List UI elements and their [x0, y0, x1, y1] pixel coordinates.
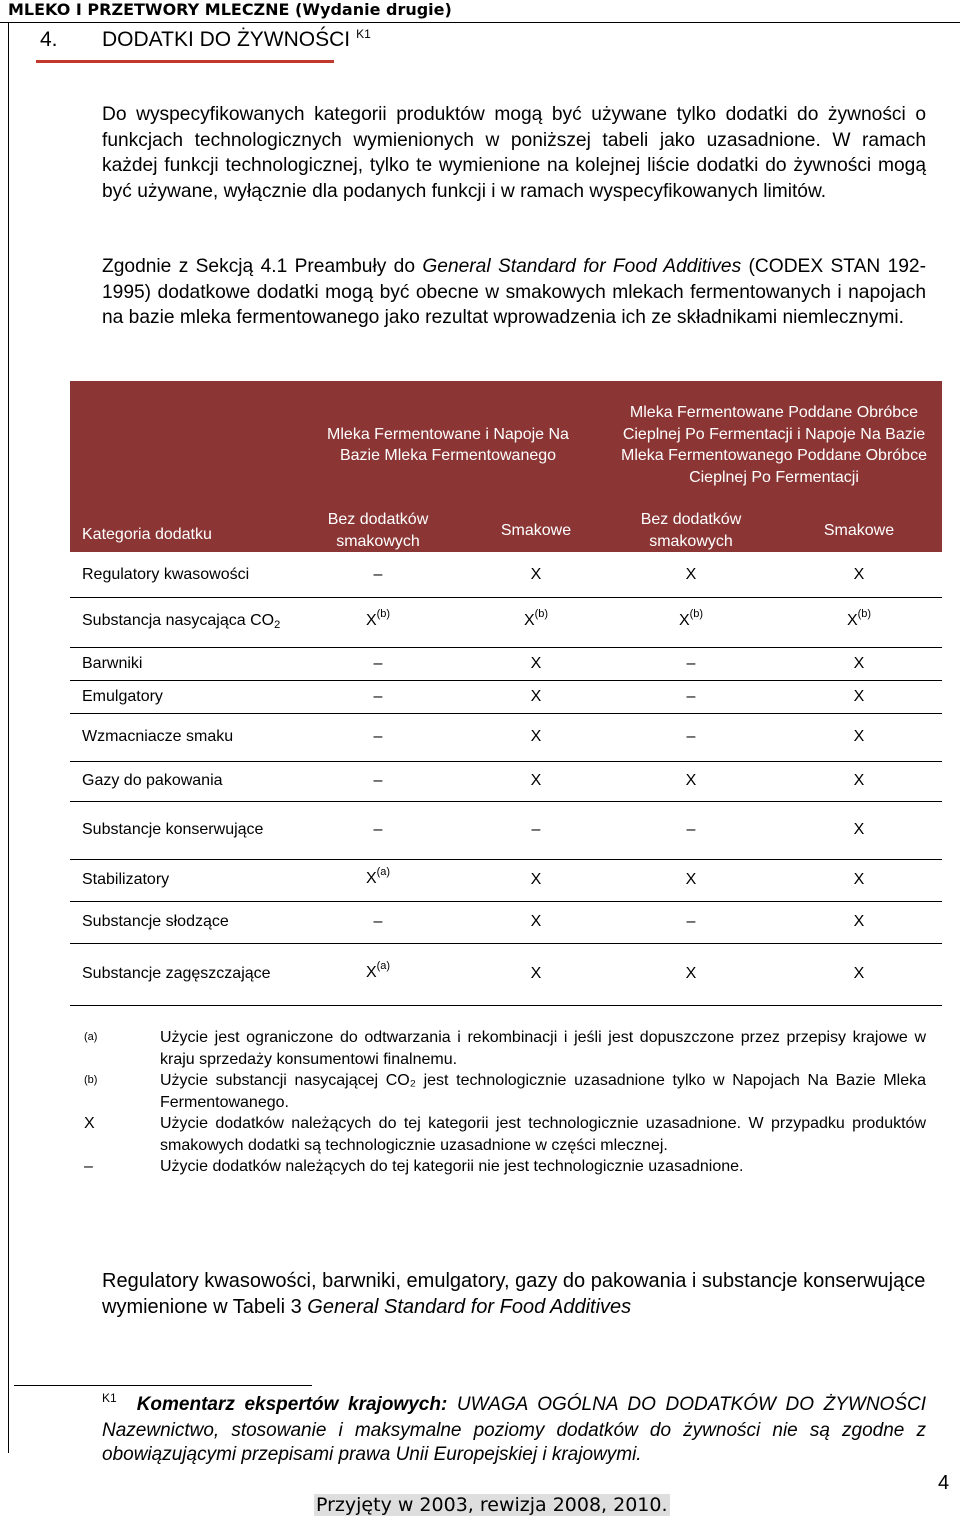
- cell-value: X: [365, 964, 377, 982]
- cell: X: [776, 680, 942, 713]
- cell: X: [466, 647, 606, 680]
- cell: X: [466, 901, 606, 943]
- cell-value: X: [365, 870, 377, 888]
- additives-table: [70, 381, 942, 1006]
- table-row: [70, 552, 942, 597]
- cell: [466, 597, 606, 647]
- cell: –: [290, 761, 466, 801]
- closing-standard-title: General Standard for Food Additives: [307, 1296, 632, 1318]
- cell: –: [606, 680, 776, 713]
- cell: [606, 597, 776, 647]
- table-row: [70, 680, 942, 713]
- cell: X: [606, 859, 776, 901]
- note-text: Użycie dodatków należących do tej kategorii nie jest technologicznie uzasadnione.: [160, 1158, 744, 1175]
- cell-value: X: [678, 612, 690, 630]
- table-group-header: [70, 381, 942, 509]
- table-row: [70, 943, 942, 1005]
- cell: –: [290, 713, 466, 761]
- row-category-text: Substancja nasycająca CO: [82, 612, 275, 630]
- note-mark: X: [84, 1115, 95, 1132]
- cell-note: (b): [689, 608, 704, 621]
- footnote-ref: K1: [102, 1391, 117, 1405]
- cell: [290, 943, 466, 1005]
- section-heading: [40, 28, 371, 52]
- cell: [776, 597, 942, 647]
- page-number: 4: [938, 1472, 950, 1494]
- preamble-standard-title: General Standard for Food Additives: [422, 256, 742, 277]
- table-row: [70, 901, 942, 943]
- cell: X: [776, 943, 942, 1005]
- row-category: [70, 597, 290, 647]
- table-row: [70, 713, 942, 761]
- cell: X: [466, 713, 606, 761]
- cell: X: [776, 713, 942, 761]
- section-number: 4.: [40, 28, 58, 51]
- subheader-cell: Smakowe: [466, 509, 606, 552]
- cell-note: (a): [376, 960, 391, 973]
- category-header: Kategoria dodatku: [70, 381, 290, 552]
- row-category: Wzmacniacze smaku: [70, 713, 290, 761]
- cell: X: [466, 761, 606, 801]
- footnote: [102, 1393, 926, 1468]
- footnote-label: Komentarz ekspertów krajowych:: [136, 1394, 448, 1415]
- closing-paragraph: [102, 1268, 926, 1320]
- cell-value: X: [523, 612, 535, 630]
- cell: –: [606, 801, 776, 859]
- cell: X: [776, 552, 942, 597]
- row-category: Gazy do pakowania: [70, 761, 290, 801]
- note-dash: [84, 1156, 926, 1178]
- group2-header: Mleka Fermentowane Poddane Obróbce Cieplnej Po Fermentacji i Napoje Na Bazie Mleka Fermentowanego Poddane Obróbce Cieplnej Po Fermentacji: [606, 381, 942, 509]
- cell: X: [466, 680, 606, 713]
- note-b: [84, 1070, 926, 1113]
- note-mark: –: [84, 1158, 93, 1175]
- table-row: [70, 761, 942, 801]
- cell: [290, 597, 466, 647]
- co2-subscript: 2: [274, 619, 281, 632]
- page-footer: Przyjęty w 2003, rewizja 2008, 2010.: [316, 1494, 668, 1516]
- cell: –: [466, 801, 606, 859]
- cell-value: X: [365, 612, 377, 630]
- cell: X: [776, 761, 942, 801]
- cell: [290, 859, 466, 901]
- note-mark: (b): [84, 1074, 98, 1086]
- cell: –: [606, 647, 776, 680]
- footnote-rule: [14, 1385, 312, 1386]
- row-category: Substancje słodzące: [70, 901, 290, 943]
- cell: –: [606, 713, 776, 761]
- group1-header: Mleka Fermentowane i Napoje Na Bazie Mleka Fermentowanego: [290, 381, 606, 509]
- cell: –: [290, 680, 466, 713]
- row-category: Substancje zagęszczające: [70, 943, 290, 1005]
- left-margin-rule: [8, 23, 9, 1453]
- section-title: DODATKI DO ŻYWNOŚCI: [102, 28, 351, 51]
- preamble-text-1: Zgodnie z Sekcją 4.1 Preambuły do: [102, 256, 423, 277]
- row-category: Barwniki: [70, 647, 290, 680]
- cell: –: [290, 901, 466, 943]
- cell: –: [606, 901, 776, 943]
- cell: –: [290, 552, 466, 597]
- cell: X: [606, 552, 776, 597]
- closing-text: Regulatory kwasowości, barwniki, emulgatory, gazy do pakowania i substancje konserwujące wymienione w Tabeli 3: [102, 1270, 926, 1318]
- subheader-cell: Smakowe: [776, 509, 942, 552]
- cell: –: [290, 801, 466, 859]
- note-x: [84, 1113, 926, 1156]
- preamble-text-2: (CODEX STAN 192-1995) dodatkowe dodatki mogą być obecne w smakowych mlekach fermentowanych i napojach na bazie mleka fermentowanego jako rezultat wprowadzenia ich ze składnikami niemlecznymi.: [102, 256, 926, 329]
- note-text: Użycie dodatków należących do tej kategorii jest technologicznie uzasadnione. W przypadku produktów smakowych dodatki są technologicznie uzasadnione w części mlecznej.: [160, 1115, 926, 1154]
- cell: X: [606, 943, 776, 1005]
- row-category: Stabilizatory: [70, 859, 290, 901]
- cell: X: [776, 647, 942, 680]
- table-row: [70, 801, 942, 859]
- table-row: [70, 859, 942, 901]
- intro-paragraph: Do wyspecyfikowanych kategorii produktów mogą być używane tylko dodatki do żywności o funkcjach technologicznych wymienionych w poniższej tabeli jako uzasadnione. W ramach każdej funkcji technologicznej, tylko te wymienione na kolejnej liście dodatki do żywności mogą być używane, wyłącznie dla podanych funkcji i w ramach wyspecyfikowanych limitów.: [102, 104, 926, 203]
- cell: X: [776, 901, 942, 943]
- note-text: Użycie jest ograniczone do odtwarzania i rekombinacji i jeśli jest dopuszczone przez przepisy krajowe w kraju sprzedaży konsumentowi finalnemu.: [160, 1029, 926, 1068]
- cell: X: [776, 801, 942, 859]
- cell-note: (a): [376, 866, 391, 879]
- cell: X: [466, 552, 606, 597]
- cell: X: [776, 859, 942, 901]
- table-row: [70, 647, 942, 680]
- subheader-cell: Bez dodatków smakowych: [290, 509, 466, 552]
- cell: X: [606, 761, 776, 801]
- note-a: [84, 1027, 926, 1070]
- cell-value: X: [846, 612, 858, 630]
- table-notes: [84, 1027, 926, 1178]
- running-header: MLEKO I PRZETWORY MLECZNE (Wydanie drugie): [8, 0, 452, 19]
- cell-note: (b): [534, 608, 549, 621]
- table-row: [70, 597, 942, 647]
- cell-note: (b): [376, 608, 391, 621]
- cell: –: [290, 647, 466, 680]
- cell: X: [466, 943, 606, 1005]
- section-underline: [36, 60, 334, 63]
- row-category: Emulgatory: [70, 680, 290, 713]
- section-ref: K1: [356, 27, 371, 41]
- row-category: Substancje konserwujące: [70, 801, 290, 859]
- cell: X: [466, 859, 606, 901]
- footnote-text: UWAGA OGÓLNA DO DODATKÓW DO ŻYWNOŚCI Nazewnictwo, stosowanie i maksymalne poziomy dodatków do żywności nie są zgodne z obowiązującymi przepisami prawa Unii Europejskiej i krajowymi.: [102, 1394, 927, 1465]
- preamble-paragraph: [102, 254, 926, 331]
- note-mark: (a): [84, 1031, 98, 1043]
- row-category: Regulatory kwasowości: [70, 552, 290, 597]
- header-rule: [0, 22, 960, 23]
- subheader-cell: Bez dodatków smakowych: [606, 509, 776, 552]
- note-text: Użycie substancji nasycającej CO₂ jest technologicznie uzasadnione tylko w Napojach Na Bazie Mleka Fermentowanego.: [160, 1072, 926, 1111]
- cell-note: (b): [857, 608, 872, 621]
